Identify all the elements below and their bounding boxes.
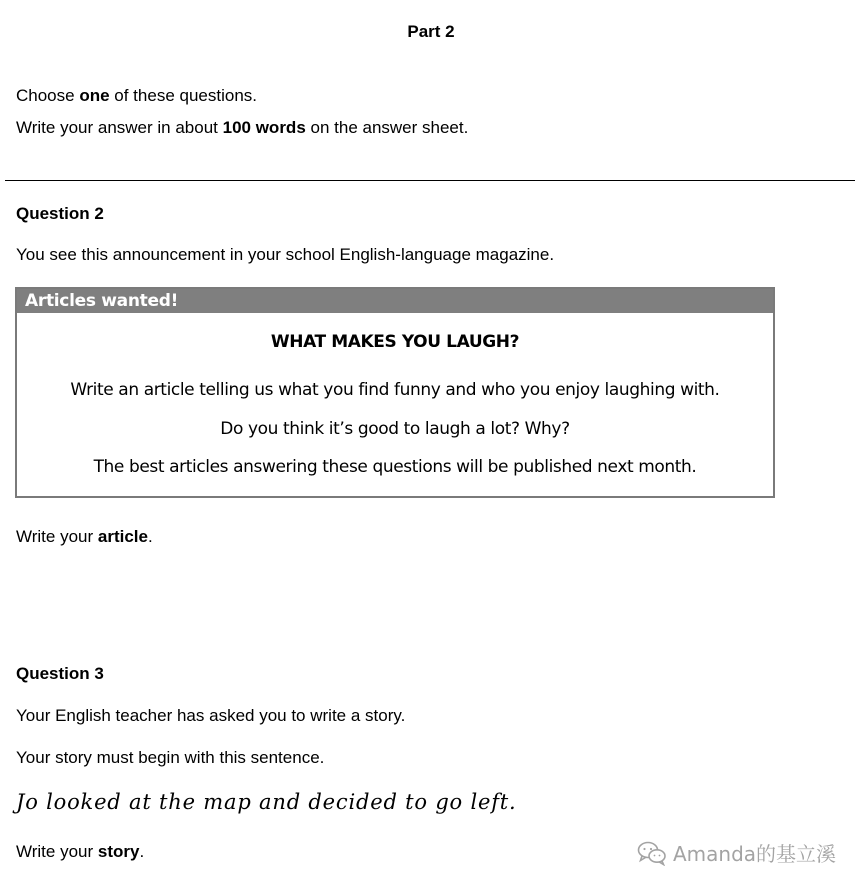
question-3-context: Your English teacher has asked you to write a story.: [16, 706, 406, 725]
question-3-begin-instruction: Your story must begin with this sentence.: [16, 748, 325, 767]
story-opening-sentence: Jo looked at the map and decided to go left.: [16, 790, 517, 814]
question-3-instruction-emphasis: story: [97, 842, 140, 861]
announcement-line: Write an article telling us what you find funny and who you enjoy laughing with.: [70, 380, 720, 400]
question-2-heading: Question 2: [16, 204, 104, 223]
intro-line-2-emphasis: 100 words: [222, 118, 306, 137]
announcement-line: Do you think it’s good to laugh a lot? Why?: [220, 419, 570, 439]
announcement-header: [17, 289, 773, 313]
intro-instruction-length: [16, 118, 468, 138]
intro-line-2-before: Write your answer in about: [16, 118, 223, 137]
question-2-instruction-before: Write your: [16, 527, 98, 546]
announcement-heading: WHAT MAKES YOU LAUGH?: [270, 332, 520, 352]
watermark-text: Amanda的基立溪: [673, 842, 837, 866]
intro-line-1-emphasis: one: [79, 86, 110, 105]
question-3-instruction-after: .: [139, 842, 145, 861]
announcement-line: The best articles answering these questions will be published next month.: [93, 457, 697, 477]
announcement-box: [15, 287, 775, 498]
intro-line-2-after: on the answer sheet.: [305, 118, 469, 137]
section-divider: [5, 180, 855, 181]
question-3-heading: Question 3: [16, 664, 104, 683]
question-2-context: You see this announcement in your school English-language magazine.: [16, 245, 555, 264]
part-title: Part 2: [407, 22, 455, 41]
announcement-header-label: Articles wanted!: [25, 291, 179, 311]
wechat-icon: [637, 840, 667, 866]
question-2-instruction-after: .: [147, 527, 153, 546]
intro-line-1-before: Choose: [16, 86, 80, 105]
intro-line-1-after: of these questions.: [109, 86, 257, 105]
question-3-instruction: [16, 842, 144, 862]
question-2-instruction-emphasis: article: [97, 527, 148, 546]
question-3-instruction-before: Write your: [16, 842, 98, 861]
watermark: [637, 838, 836, 867]
question-2-instruction: [16, 527, 153, 547]
intro-instruction-choose: [16, 86, 257, 106]
